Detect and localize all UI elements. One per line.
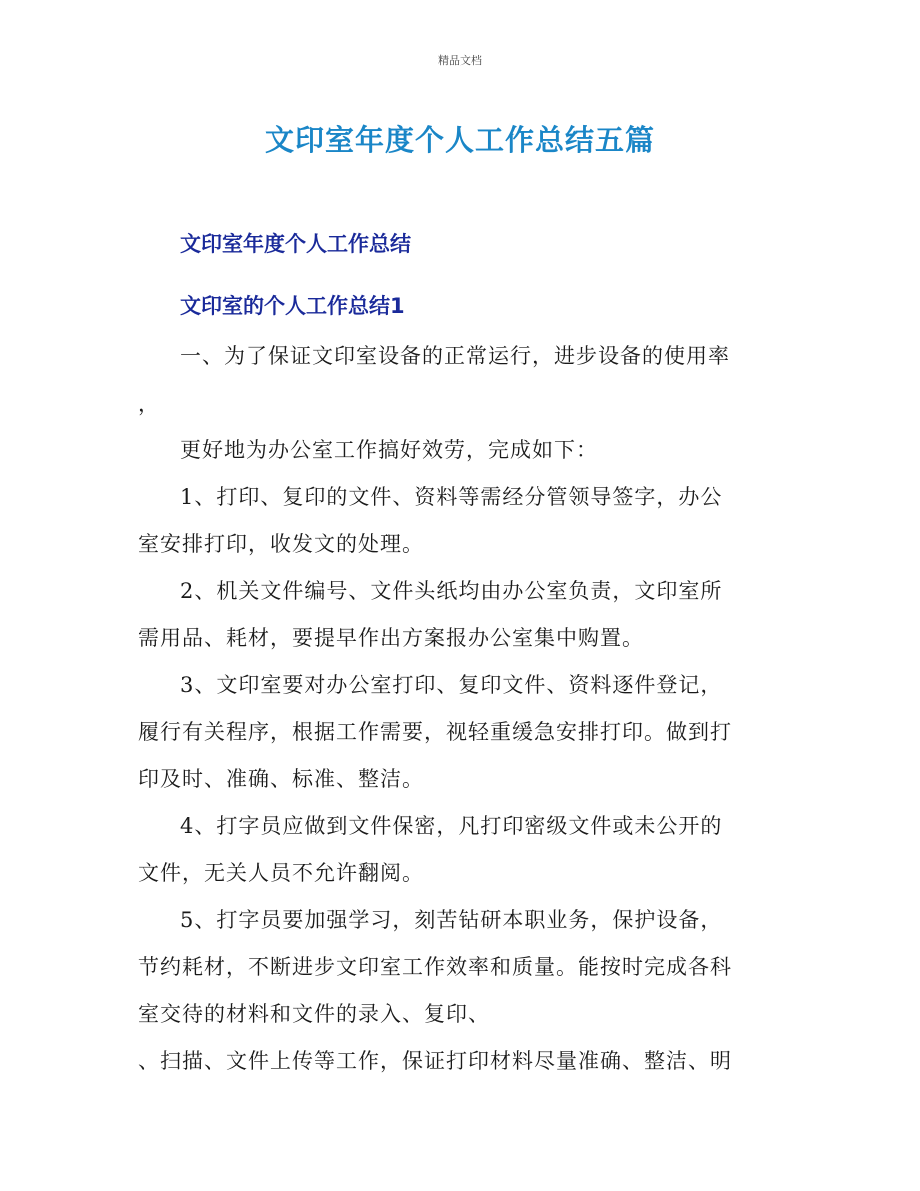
- paragraph-line: 1、打印、复印的文件、资料等需经分管领导签字，办公: [180, 485, 723, 509]
- paragraph-line: ，: [138, 392, 160, 416]
- paragraph-line: 、扫描、文件上传等工作，保证打印材料尽量准确、整洁、明: [138, 1049, 732, 1073]
- paragraph-line: 印及时、准确、标准、整洁。: [138, 767, 424, 791]
- section-subheading: 文印室的个人工作总结1: [180, 294, 405, 318]
- paragraph-line: 一、为了保证文印室设备的正常运行，进步设备的使用率: [180, 344, 730, 368]
- section-heading: 文印室年度个人工作总结: [180, 232, 411, 256]
- paragraph-line: 5、打字员要加强学习，刻苦钻研本职业务，保护设备，: [180, 908, 723, 932]
- page-header: 精品文档: [438, 54, 482, 67]
- paragraph-line: 室交待的材料和文件的录入、复印、: [138, 1002, 490, 1026]
- paragraph-line: 3、文印室要对办公室打印、复印文件、资料逐件登记，: [180, 673, 723, 697]
- paragraph-line: 4、打字员应做到文件保密，凡打印密级文件或未公开的: [180, 814, 723, 838]
- paragraph-line: 履行有关程序，根据工作需要，视轻重缓急安排打印。做到打: [138, 720, 732, 744]
- paragraph-line: 文件，无关人员不允许翻阅。: [138, 861, 424, 885]
- paragraph-line: 节约耗材，不断进步文印室工作效率和质量。能按时完成各科: [138, 955, 732, 979]
- paragraph-line: 需用品、耗材，要提早作出方案报办公室集中购置。: [138, 626, 644, 650]
- paragraph-line: 室安排打印，收发文的处理。: [138, 532, 424, 556]
- paragraph-line: 更好地为办公室工作搞好效劳，完成如下：: [180, 438, 598, 462]
- document-title: 文印室年度个人工作总结五篇: [264, 123, 655, 157]
- paragraph-line: 2、机关文件编号、文件头纸均由办公室负责，文印室所: [180, 579, 723, 603]
